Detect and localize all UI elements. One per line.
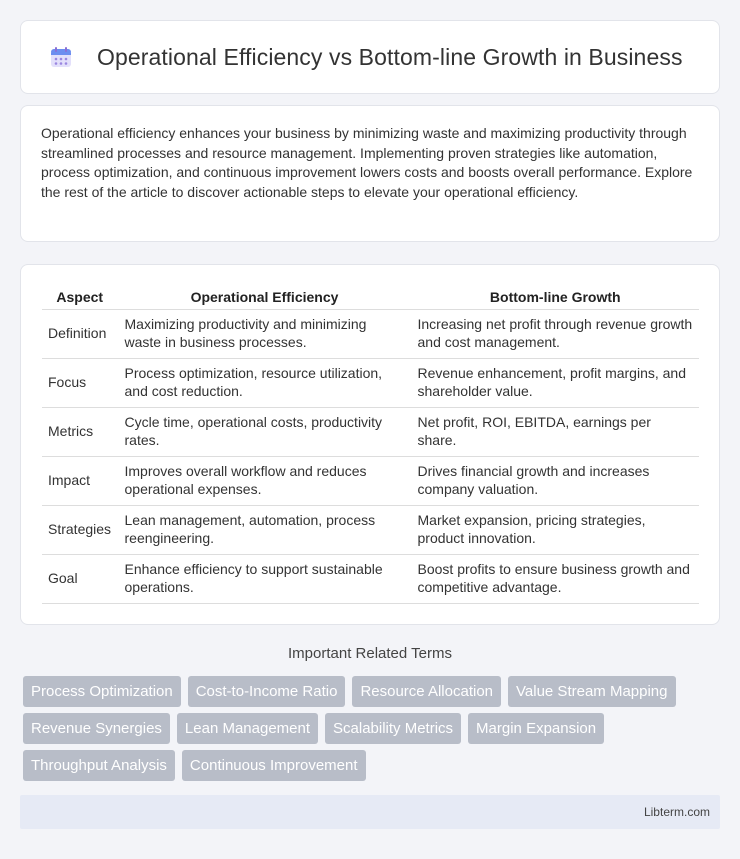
table-header-row <box>42 286 699 309</box>
related-term-tag[interactable]: Scalability Metrics <box>325 713 461 744</box>
header-operational-efficiency: Operational Efficiency <box>118 286 411 309</box>
row-bottom-line-growth: Net profit, ROI, EBITDA, earnings per share. <box>411 407 699 456</box>
related-term-tag[interactable]: Process Optimization <box>23 676 181 707</box>
header-card <box>20 20 720 94</box>
table-row <box>42 358 699 407</box>
row-aspect: Strategies <box>42 505 118 554</box>
table-row <box>42 505 699 554</box>
footer <box>20 795 720 829</box>
comparison-table <box>42 286 699 604</box>
related-term-tag[interactable]: Continuous Improvement <box>182 750 366 781</box>
related-term-tag[interactable]: Lean Management <box>177 713 318 744</box>
row-operational-efficiency: Enhance efficiency to support sustainable operations. <box>118 554 411 603</box>
related-term-tag[interactable]: Cost-to-Income Ratio <box>188 676 346 707</box>
table-row <box>42 456 699 505</box>
row-aspect: Definition <box>42 309 118 358</box>
row-bottom-line-growth: Boost profits to ensure business growth and competitive advantage. <box>411 554 699 603</box>
row-bottom-line-growth: Increasing net profit through revenue growth and cost management. <box>411 309 699 358</box>
comparison-card <box>20 264 720 625</box>
related-term-tag[interactable]: Value Stream Mapping <box>508 676 675 707</box>
row-aspect: Metrics <box>42 407 118 456</box>
row-bottom-line-growth: Drives financial growth and increases company valuation. <box>411 456 699 505</box>
related-terms-title: Important Related Terms <box>288 645 452 662</box>
related-term-tag[interactable]: Throughput Analysis <box>23 750 175 781</box>
table-row <box>42 407 699 456</box>
row-operational-efficiency: Process optimization, resource utilization, and cost reduction. <box>118 358 411 407</box>
related-term-tag[interactable]: Resource Allocation <box>352 676 501 707</box>
footer-site-name[interactable]: Libterm.com <box>643 805 710 819</box>
row-bottom-line-growth: Market expansion, pricing strategies, product innovation. <box>411 505 699 554</box>
related-terms-list <box>23 676 723 787</box>
related-term-tag[interactable]: Margin Expansion <box>468 713 604 744</box>
page-title: Operational Efficiency vs Bottom-line Growth in Business <box>97 43 683 70</box>
row-aspect: Goal <box>42 554 118 603</box>
intro-card <box>20 105 720 242</box>
row-operational-efficiency: Cycle time, operational costs, productivity rates. <box>118 407 411 456</box>
row-bottom-line-growth: Revenue enhancement, profit margins, and shareholder value. <box>411 358 699 407</box>
row-aspect: Focus <box>42 358 118 407</box>
related-term-tag[interactable]: Revenue Synergies <box>23 713 170 744</box>
calendar-icon <box>47 43 75 71</box>
intro-text: Operational efficiency enhances your business by minimizing waste and maximizing productivity through streamlined processes and resource management. Implementing proven strategies like automation, process optimization, and continuous improvement lowers costs and boosts overall performance. Explore the rest of the article to discover actionable steps to elevate your operational efficiency. <box>41 125 693 200</box>
row-aspect: Impact <box>42 456 118 505</box>
table-row <box>42 309 699 358</box>
header-aspect: Aspect <box>42 286 118 309</box>
row-operational-efficiency: Maximizing productivity and minimizing waste in business processes. <box>118 309 411 358</box>
row-operational-efficiency: Improves overall workflow and reduces operational expenses. <box>118 456 411 505</box>
row-operational-efficiency: Lean management, automation, process reengineering. <box>118 505 411 554</box>
header-bottom-line-growth: Bottom-line Growth <box>411 286 699 309</box>
table-row <box>42 554 699 603</box>
